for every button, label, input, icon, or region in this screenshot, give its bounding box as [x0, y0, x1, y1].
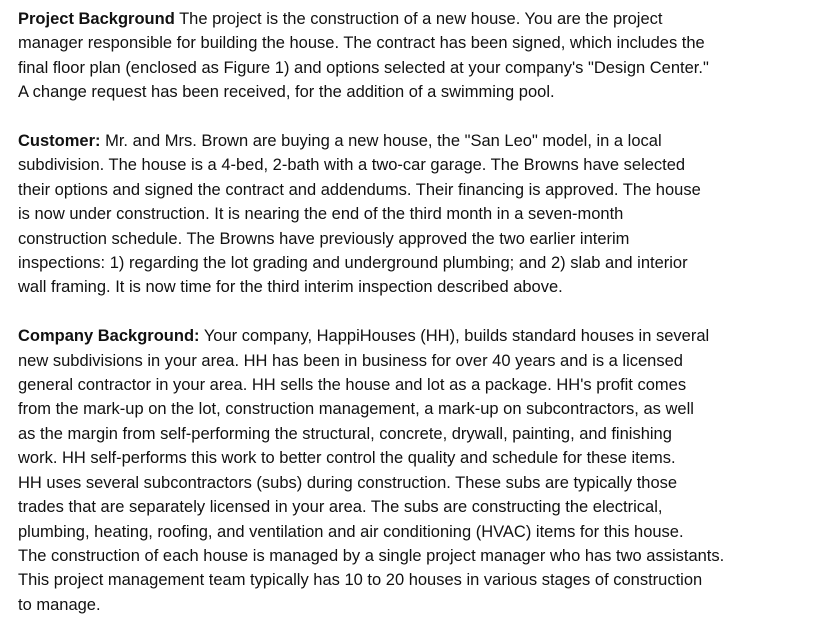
text-line: general contractor in your area. HH sells the house and lot as a package. HH's profit comes [18, 376, 687, 395]
text-line: Project Background The project is the construction of a new house. You are the project [18, 10, 663, 28]
text-line: as the margin from self-performing the structural, concrete, drywall, painting, and finishing [18, 424, 672, 443]
text-line: manager responsible for building the house. The contract has been signed, which includes the [18, 34, 705, 53]
paragraph-customer [18, 129, 808, 300]
text-line: This project management team typically has 10 to 20 houses in various stages of construction [18, 571, 703, 590]
text-line: from the mark-up on the lot, construction management, a mark-up on subcontractors, as well [18, 400, 694, 419]
text-line: The construction of each house is managed by a single project manager who has two assistants. [18, 546, 725, 565]
text-line: work. HH self-performs this work to better control the quality and schedule for these items. [18, 449, 676, 468]
text-line: final floor plan (enclosed as Figure 1) and options selected at your company's "Design Center." [18, 58, 709, 77]
text-line: HH uses several subcontractors (subs) during construction. These subs are typically those [18, 473, 678, 492]
text-line: subdivision. The house is a 4-bed, 2-bath with a two-car garage. The Browns have selected [18, 156, 686, 175]
text-line: A change request has been received, for the addition of a swimming pool. [18, 83, 555, 102]
text-line: is now under construction. It is nearing the end of the third month in a seven-month [18, 205, 624, 224]
paragraph-heading: Project Background [18, 10, 175, 28]
text-line: construction schedule. The Browns have previously approved the two earlier interim [18, 229, 630, 248]
text-line: Company Background: Your company, HappiHouses (HH), builds standard houses in several [18, 327, 710, 346]
text-line: to manage. [18, 595, 101, 614]
paragraph-company-background [18, 324, 808, 617]
text-line: Customer: Mr. and Mrs. Brown are buying a new house, the "San Leo" model, in a local [18, 132, 662, 151]
text-line: trades that are separately licensed in your area. The subs are constructing the electrical, [18, 498, 663, 517]
document-body [18, 7, 808, 617]
text-line: new subdivisions in your area. HH has been in business for over 40 years and is a licensed [18, 351, 683, 370]
paragraph-project-background [18, 7, 808, 105]
text-line: plumbing, heating, roofing, and ventilation and air conditioning (HVAC) items for this house. [18, 522, 684, 541]
paragraph-heading: Customer: [18, 132, 101, 151]
text-line: their options and signed the contract and addendums. Their financing is approved. The house [18, 180, 701, 199]
text-line: inspections: 1) regarding the lot grading and underground plumbing; and 2) slab and interior [18, 254, 688, 273]
paragraph-heading: Company Background: [18, 327, 200, 346]
text-line: wall framing. It is now time for the third interim inspection described above. [18, 278, 563, 297]
